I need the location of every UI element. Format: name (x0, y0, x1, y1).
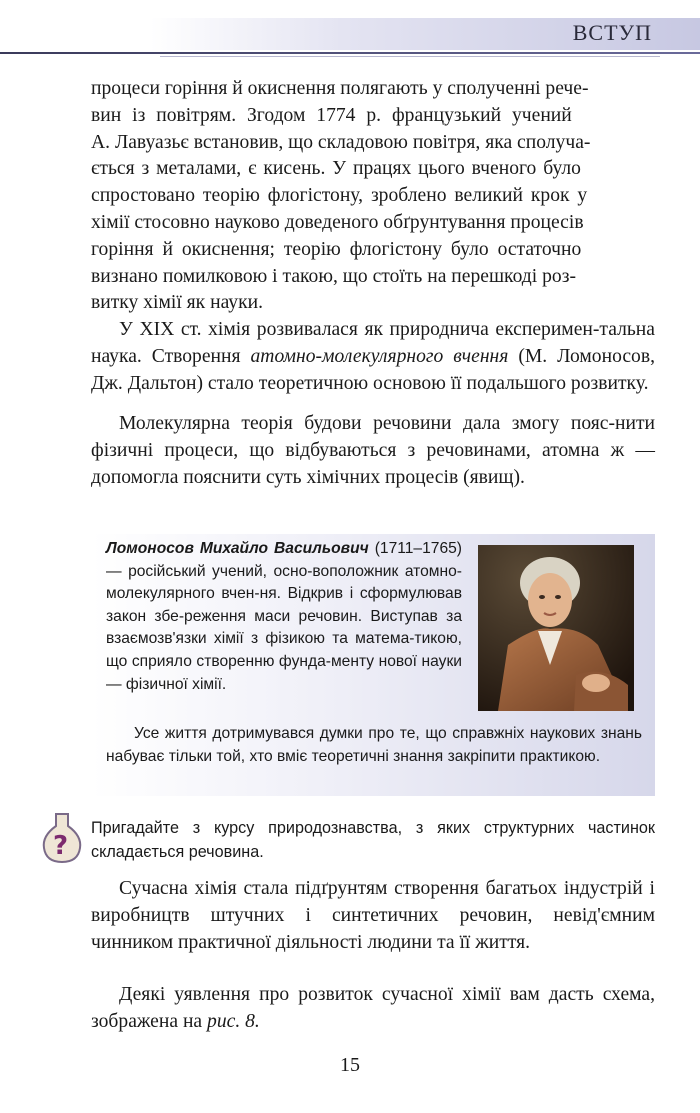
text-line: спростовано теорію флогістону, зроблено великий крок у (91, 185, 588, 207)
text-line: ється з металами, є кисень. У працях цього вченого було (91, 158, 581, 180)
text-line: горіння й окиснення; теорію флогістону було остаточно (91, 238, 582, 260)
text-line: А. Лавуазьє встановив, що складовою повітря, яка сполуча- (91, 131, 591, 153)
section-title: ВСТУП (572, 20, 652, 45)
term-atomic-molecular: атомно-молекулярного вчення (250, 345, 509, 367)
para2-before: У XIX ст. хімія розвивалася як природнича експеримен-тальна наука. Створення (91, 319, 655, 367)
figure-reference: рис. 8. (207, 1010, 260, 1032)
paragraph-xix-century (91, 317, 655, 397)
page-number: 15 (340, 1054, 360, 1076)
text-line: витку хімії як науки. (91, 292, 263, 314)
portrait-illustration (478, 545, 634, 711)
header-rule-thin (160, 56, 660, 57)
text-line: визнано помилковою і такою, що стоїть на перешкоді роз- (91, 265, 576, 287)
paragraph-scheme-reference (91, 982, 655, 1036)
biography-body: (1711–1765) — російський учений, осно-воположник атомно-молекулярного вчен-ня. Відкрив і сформулював закон збе-реження маси речовин. Виступав за взаємозв'язки хімії з фізикою та матема-тикою, що сприяло створенню фунда-менту нової науки — фізичної хімії. (106, 540, 462, 693)
flask-question-icon (40, 812, 84, 864)
biography-continuation: Усе життя дотримувався думки про те, що справжніх наукових знань набуває тільки той, хто вміє теоретичні знання закріпити практикою. (106, 725, 642, 765)
biography-text (106, 538, 462, 696)
para5-before: Деякі уявлення про розвиток сучасної хімії вам дасть схема, зображена на (91, 984, 655, 1032)
paragraph-molecular-theory (91, 411, 655, 491)
text-line: процеси горіння й окиснення полягають у сполученні рече- (91, 78, 589, 99)
text-line: хімії стосовно науково доведеного обґрунтування процесів (91, 211, 584, 233)
header-rule (0, 52, 700, 54)
para3-text: Молекулярна теорія будови речовини дала змогу пояс-нити фізичні процеси, що відбуваються з речовинами, атомна ж — допомогла пояснити суть хімічних процесів (явищ). (91, 413, 655, 488)
svg-text:?: ? (53, 831, 69, 861)
portrait-image (478, 545, 634, 711)
para4-text: Сучасна хімія стала підґрунтям створення багатьох індустрій і виробництв штучних і синтетичних речовин, невід'ємним чинником практичної діяльності людини та її життя. (91, 878, 655, 953)
biography-name: Ломоносов Михайло Васильович (106, 540, 369, 557)
intro-paragraph (91, 76, 655, 317)
paragraph-modern-chemistry (91, 876, 655, 956)
text-line: вин із повітрям. Згодом 1774 р. французький учений (91, 104, 572, 126)
para2-after: (М. Ломоносов, Дж. Дальтон) стало теоретичною основою її подальшого розвитку. (91, 345, 655, 394)
recall-question: Пригадайте з курсу природознавства, з яких структурних частинок складається речовина. (91, 819, 655, 861)
